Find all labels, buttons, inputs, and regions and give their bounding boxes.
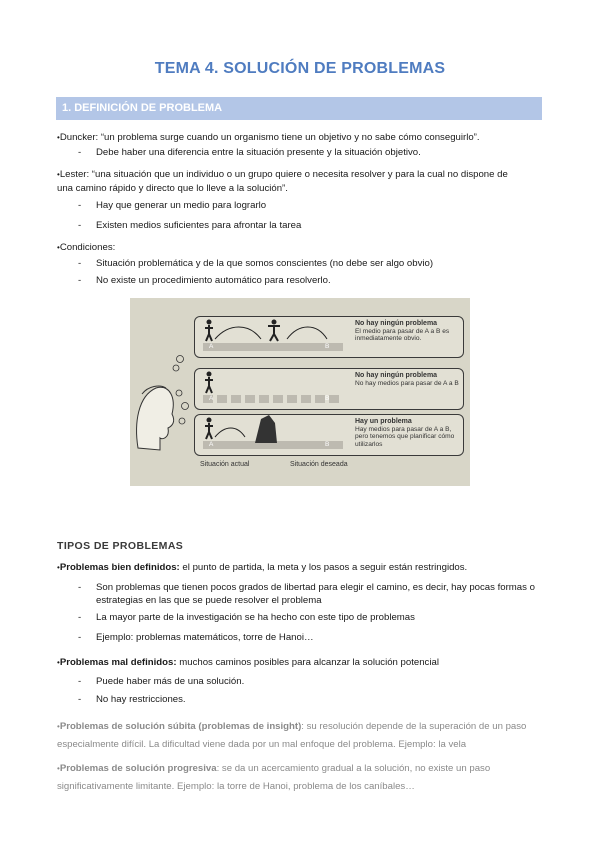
panel3-text: Hay un problema Hay medios para pasar de A a B, pero tenemos que planificar cómo utilizarlos bbox=[355, 418, 455, 448]
panel-there-is-problem bbox=[194, 414, 464, 456]
dash-marker: - bbox=[78, 612, 82, 623]
thinking-head-illustration bbox=[130, 298, 200, 468]
dash-marker: - bbox=[78, 220, 82, 231]
dash-marker: - bbox=[78, 676, 82, 687]
point-b-label: B bbox=[325, 395, 330, 402]
point-b-label: B bbox=[325, 343, 330, 350]
solucion-progresiva: •Problemas de solución progresiva: se da un acercamiento gradual a la solución, no existe un paso significativamente limitante. Ejemplo: la torre de Hanoi, problema de los caníbales… bbox=[57, 763, 491, 792]
section-heading-definicion: 1. DEFINICIÓN DE PROBLEMA bbox=[56, 97, 542, 120]
point-a-label: A bbox=[209, 395, 214, 402]
mal-sub2: No hay restricciones. bbox=[96, 694, 186, 705]
caption-current-situation: Situación actual bbox=[200, 461, 250, 468]
lester-definition-line2: una camino rápido y directo que lo lleve a la solución”. bbox=[57, 183, 288, 194]
walking-figures-icon bbox=[199, 317, 349, 347]
condiciones-sub1: Situación problemática y de la que somos conscientes (no debe ser algo obvio) bbox=[96, 258, 434, 269]
dash-marker: - bbox=[78, 258, 82, 269]
panel1-text: No hay ningún problema El medio para pasar de A a B es inmediatamente obvio. bbox=[355, 320, 450, 343]
panel2-text: No hay ningún problema No hay medios para pasar de A a B bbox=[355, 372, 459, 387]
point-b-label: B bbox=[325, 441, 330, 448]
duncker-sub: Debe haber una diferencia entre la situación presente y la situación objetivo. bbox=[96, 147, 421, 158]
lester-definition-line1: •Lester: “una situación que un individuo o un grupo quiere o necesita resolver y para la cual no dispone de bbox=[57, 169, 508, 180]
bien-sub2: La mayor parte de la investigación se ha hecho con este tipo de problemas bbox=[96, 612, 415, 623]
condiciones-label: •Condiciones: bbox=[57, 242, 116, 253]
bullet-icon: • bbox=[57, 658, 60, 667]
page-title: TEMA 4. SOLUCIÓN DE PROBLEMAS bbox=[154, 60, 446, 77]
panel-no-problem-obvious bbox=[194, 316, 464, 358]
point-a-label: A bbox=[209, 343, 214, 350]
panel-no-problem-no-means bbox=[194, 368, 464, 410]
bullet-icon: • bbox=[57, 764, 60, 773]
bien-sub1: Son problemas que tienen pocos grados de libertad para elegir el camino, es decir, hay pocas formas o estrategias en las que se puede resolver el problema bbox=[96, 582, 535, 606]
point-a-label: A bbox=[209, 441, 214, 448]
bien-sub3: Ejemplo: problemas matemáticos, torre de Hanoi… bbox=[96, 632, 314, 643]
dash-marker: - bbox=[78, 275, 82, 286]
dash-marker: - bbox=[78, 200, 82, 211]
caption-desired-situation: Situación deseada bbox=[290, 461, 348, 468]
lester-sub1: Hay que generar un medio para lograrlo bbox=[96, 200, 267, 211]
bullet-icon: • bbox=[57, 133, 60, 142]
dash-marker: - bbox=[78, 632, 82, 643]
dash-marker: - bbox=[78, 147, 82, 158]
bullet-icon: • bbox=[57, 243, 60, 252]
bullet-icon: • bbox=[57, 563, 60, 572]
dash-marker: - bbox=[78, 582, 82, 593]
solucion-subita: •Problemas de solución súbita (problemas de insight): su resolución depende de la superación de un paso especialmente difícil. La dificultad viene dada por un mal enfoque del problema. Ejemplo: la vela bbox=[57, 721, 527, 750]
condiciones-sub2: No existe un procedimiento automático para resolverlo. bbox=[96, 275, 331, 286]
section-heading-tipos: TIPOS DE PROBLEMAS bbox=[57, 540, 184, 552]
standing-figure-icon bbox=[199, 369, 239, 399]
duncker-definition: •Duncker: “un problema surge cuando un organismo tiene un objetivo y no sabe cómo conseguirlo”. bbox=[57, 132, 480, 143]
mal-sub1: Puede haber más de una solución. bbox=[96, 676, 245, 687]
bien-definidos: •Problemas bien definidos: el punto de partida, la meta y los pasos a seguir están restringidos. bbox=[57, 562, 468, 573]
problem-diagram-figure bbox=[130, 298, 470, 486]
lester-sub2: Existen medios suficientes para afrontar la tarea bbox=[96, 220, 302, 231]
bullet-icon: • bbox=[57, 722, 60, 731]
dash-marker: - bbox=[78, 694, 82, 705]
climbing-figure-icon bbox=[199, 411, 349, 447]
mal-definidos: •Problemas mal definidos: muchos caminos posibles para alcanzar la solución potencial bbox=[57, 657, 439, 668]
bullet-icon: • bbox=[57, 170, 60, 179]
